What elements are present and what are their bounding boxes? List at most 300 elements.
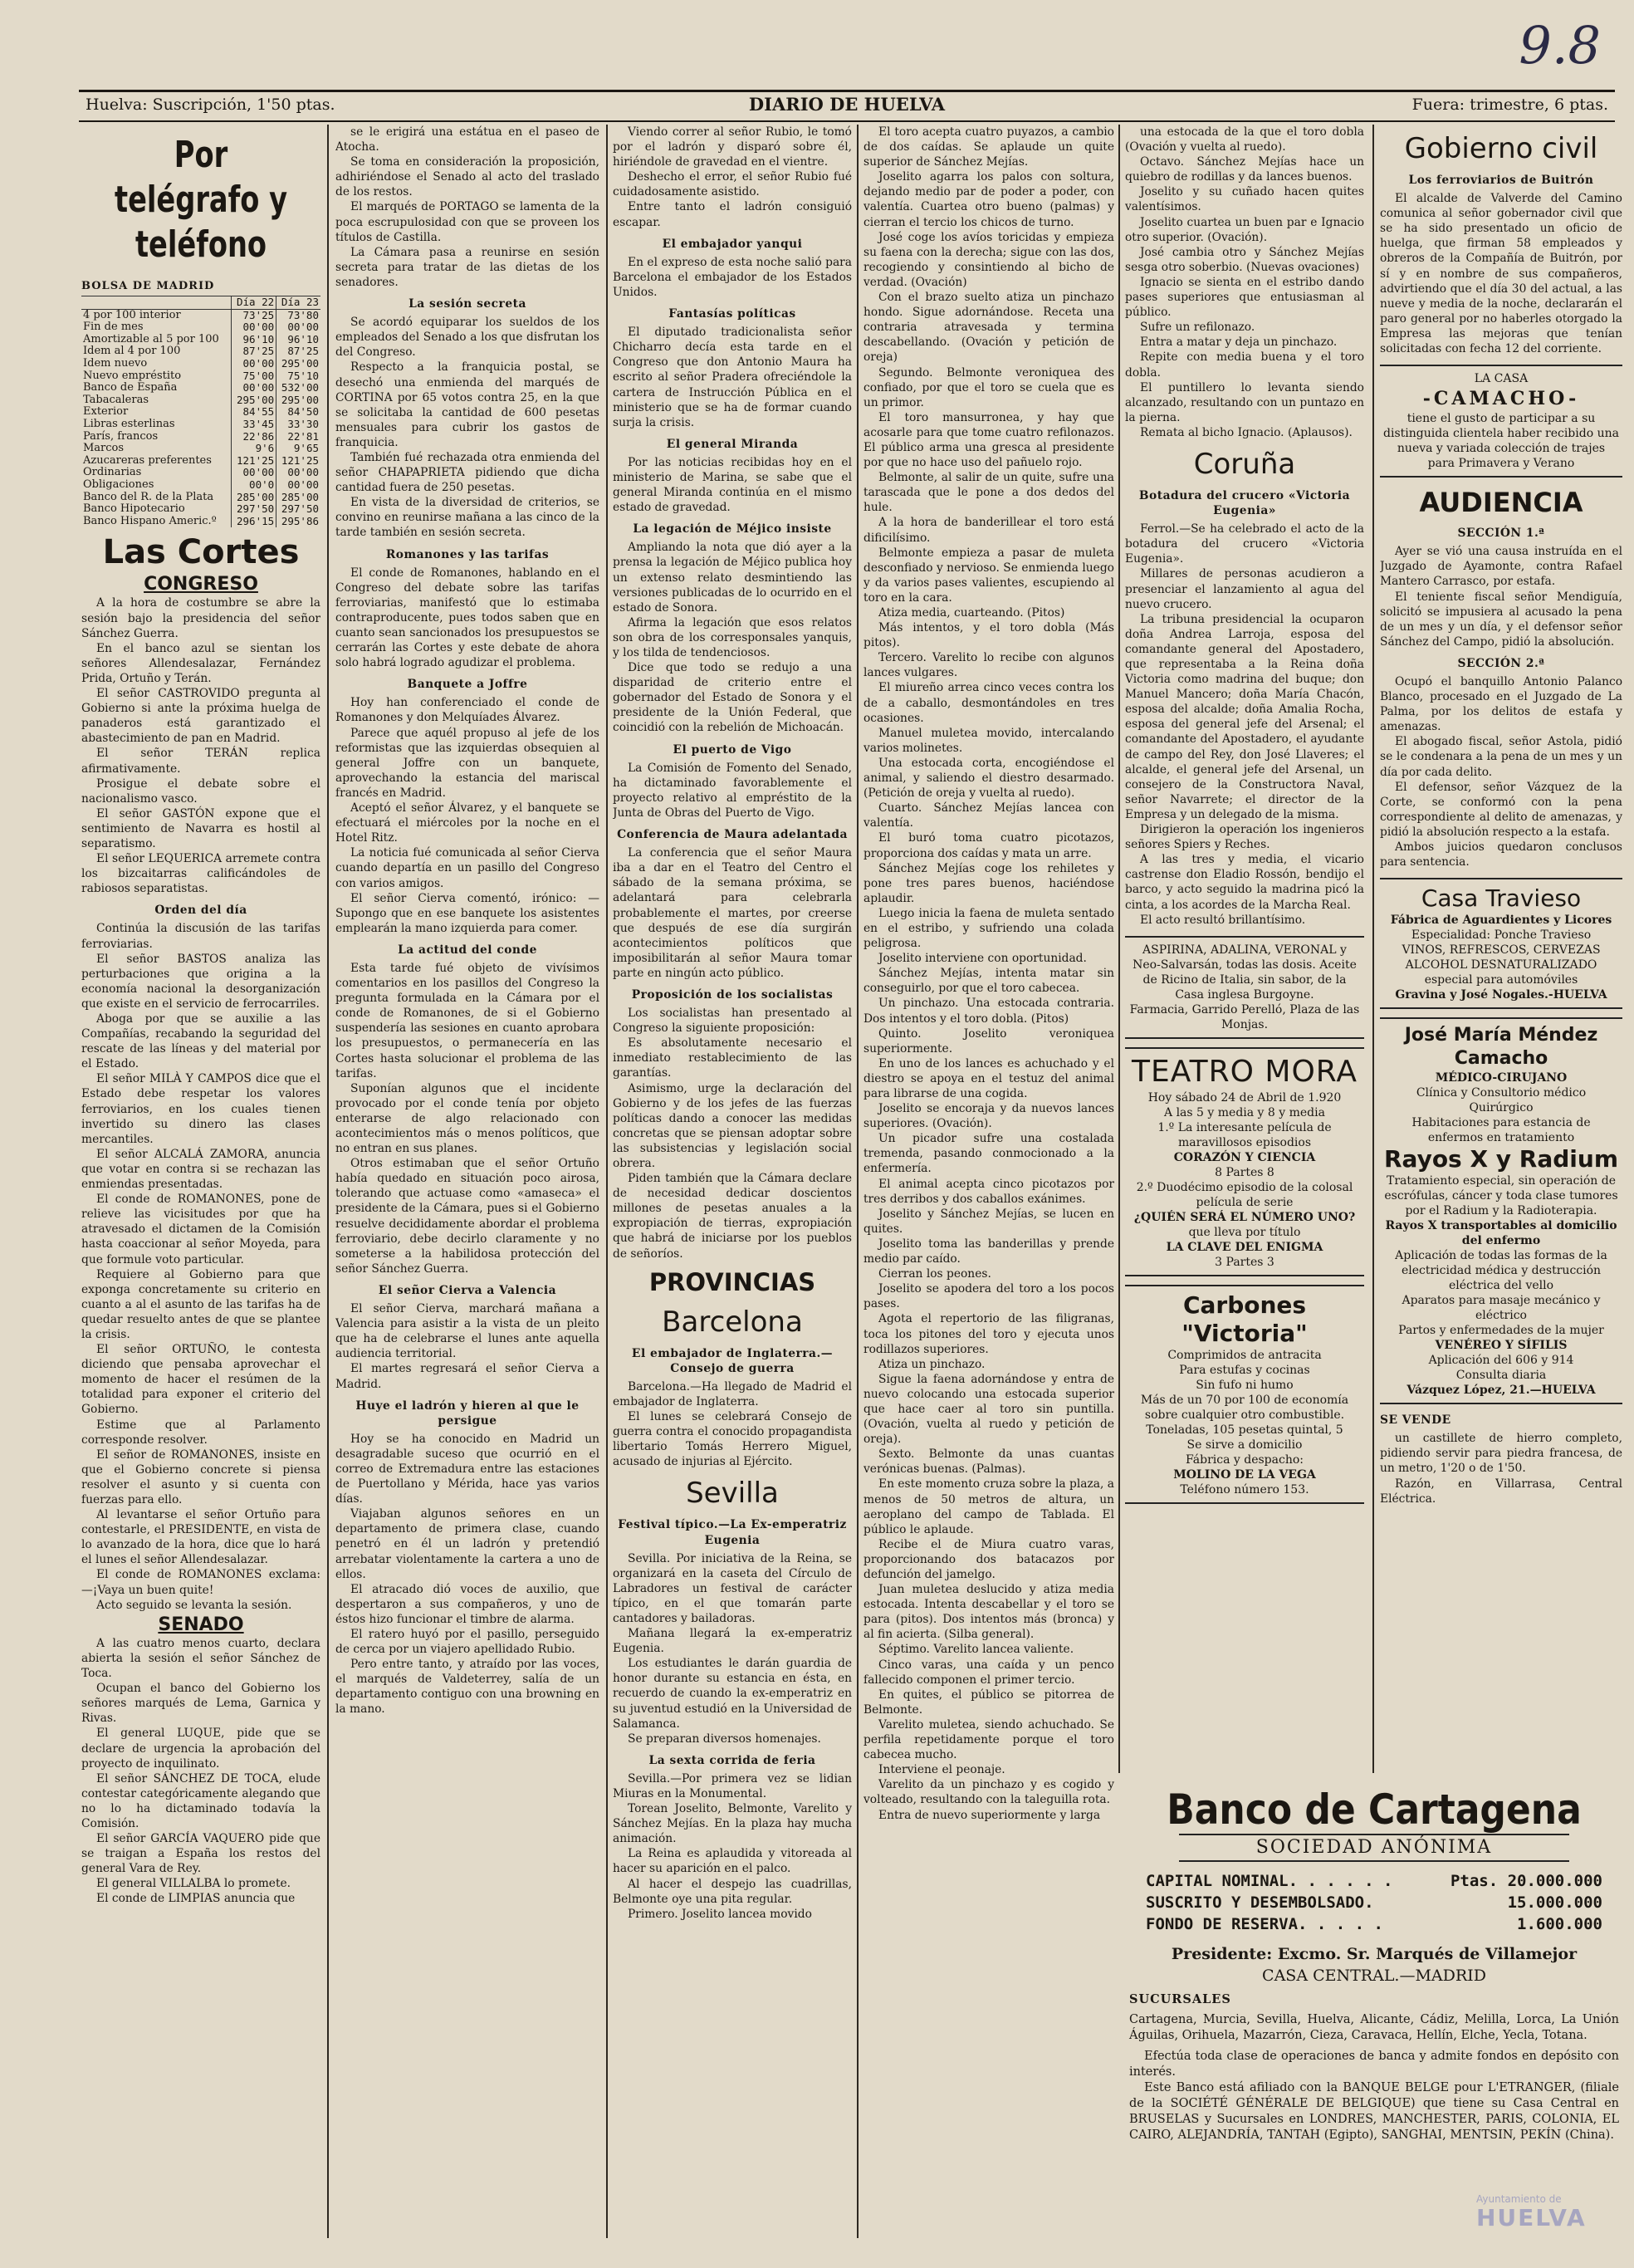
heading-congreso: CONGRESO xyxy=(144,574,258,595)
bolsa-row xyxy=(81,419,320,431)
article-paragraph: Sexto. Belmonte da unas cuantas verónicas buenas. (Palmas). xyxy=(863,1448,1114,1477)
bolsa-row xyxy=(81,345,320,358)
article-paragraph: Joselito se apodera del toro a los pocos pases. xyxy=(863,1282,1114,1311)
article-paragraph: Manuel muletea movido, intercalando varios molinetes. xyxy=(863,726,1114,755)
bolsa-value: 297'50 xyxy=(232,503,276,516)
ad-text: Vázquez López, 21.—HUELVA xyxy=(1407,1384,1596,1398)
article-paragraph: El general VILLALBA lo promete. xyxy=(96,1877,291,1891)
article-paragraph: Deshecho el error, el señor Rubio fué cuidadosamente asistido. xyxy=(613,170,852,199)
ad-teatro-mora xyxy=(1125,1047,1364,1276)
bolsa-label: Marcos xyxy=(83,442,125,455)
article-paragraph: Acto seguido se levanta la sesión. xyxy=(96,1598,292,1612)
article-paragraph: Sevilla.—Por primera vez se lidian Miuras en la Monumental. xyxy=(613,1771,852,1800)
bolsa-value: 295'86 xyxy=(276,516,320,528)
article-paragraph: Ferrol.—Se ha celebrado el acto de la botadura del crucero «Victoria Eugenia». xyxy=(1125,522,1364,566)
bolsa-value: 00'00 xyxy=(232,321,276,334)
bolsa-value: 00'00 xyxy=(232,358,276,370)
bolsa-value: 121'25 xyxy=(232,455,276,468)
ad-title: Carbones "Victoria" xyxy=(1181,1291,1308,1347)
ad-text: VINOS, REFRESCOS, CERVEZAS xyxy=(1402,943,1601,958)
article-paragraph: El señor de ROMANONES, insiste en que el Gobierno concrete si piensa resolver el asunto y si cuenta con fuerzas para ello. xyxy=(81,1448,320,1506)
ad-text: que lleva por título xyxy=(1188,1225,1301,1239)
bolsa-row xyxy=(81,382,320,394)
article-paragraph: La Reina es aplaudida y vitoreada al hacer su aparición en el palco. xyxy=(613,1847,852,1876)
article-paragraph: El señor GASTÓN expone que el sentimiento de Navarra es hostil al separatismo. xyxy=(81,806,320,850)
article-paragraph: Tercero. Varelito lo recibe con algunos lances vulgares. xyxy=(863,651,1114,680)
bolsa-row xyxy=(81,309,320,321)
article-paragraph: Un pinchazo. Una estocada contraria. Dos intentos y el toro dobla. (Pitos) xyxy=(863,997,1114,1026)
article-paragraph: José coge los avíos toricidas y empieza su faena con la derecha; sigue con las dos, recogiendo y consintiendo al bicho de verdad. (Ovación) xyxy=(863,230,1114,289)
bolsa-value: 285'00 xyxy=(232,492,276,504)
article-paragraph: Con el brazo suelto atiza un pinchazo hondo. Sigue adornándose. Receta una contraria atravesada y termina descabellando. (Ovación y petición de oreja) xyxy=(863,291,1114,365)
article-paragraph: El señor ORTUÑO, le contesta diciendo que pensaba aprovechar el momento de hacer el resúmen de la totalidad para exponer el criterio del Gobierno. xyxy=(81,1343,320,1417)
article-paragraph: Ampliando la nota que dió ayer a la prensa la legación de Méjico publica hoy un extenso relato desmintiendo las versiones publicadas de lo ocurrido en el estado de Sonora. xyxy=(613,541,852,615)
heading-las-cortes: Las Cortes xyxy=(102,533,300,572)
subheading: El puerto de Vigo xyxy=(673,742,792,757)
article-paragraph: Joselito toma las banderillas y prende medio par caído. xyxy=(863,1237,1114,1266)
ad-text: Partos y enfermedades de la mujer xyxy=(1398,1324,1604,1338)
bolsa-value: 73'25 xyxy=(232,309,276,321)
subheading: SECCIÓN 1.ª xyxy=(1457,527,1545,541)
bolsa-row xyxy=(81,443,320,455)
ad-text: Consulta diaria xyxy=(1455,1369,1547,1383)
ad-text: Fábrica de Aguardientes y Licores xyxy=(1390,914,1612,928)
subheading: Orden del día xyxy=(154,904,247,918)
article-paragraph: El ratero huyó por el pasillo, perseguido de cerca por un viajero apellidado Rubio. xyxy=(335,1628,599,1657)
ad-carbones xyxy=(1125,1285,1364,1504)
capital-row xyxy=(1129,1870,1619,1892)
article-paragraph: Por las noticias recibidas hoy en el ministerio de Marina, se sabe que el general Miranda continúa en el mismo estado de gravedad. xyxy=(613,455,852,515)
article-paragraph: La Cámara pasa a reunirse en sesión secreta para tratar de las dietas de los senadores. xyxy=(335,245,599,289)
article-paragraph: Estime que al Parlamento corresponde resolver. xyxy=(81,1418,320,1447)
ad-title: -CAMACHO- xyxy=(1422,388,1580,410)
bolsa-label: Obligaciones xyxy=(83,478,154,491)
ad-medico xyxy=(1380,1017,1622,1404)
ad-text: Para estufas y cocinas xyxy=(1179,1363,1310,1377)
article-paragraph: Los estudiantes le darán guardia de honor durante su estancia en ésta, en recuerdo de cuando la ex-emperatriz en su juventud estudió en la Universidad de Salamanca. xyxy=(613,1657,852,1731)
article-paragraph: Los socialistas han presentado al Congreso la siguiente proposición: xyxy=(613,1007,852,1036)
ad-text: CORAZÓN Y CIENCIA xyxy=(1173,1150,1316,1164)
article-paragraph: En uno de los lances es achuchado y el diestro se apoya en el testuz del animal para librarse de una cogida. xyxy=(863,1056,1114,1100)
column-rule xyxy=(606,125,608,2238)
article-paragraph: Barcelona.—Ha llegado de Madrid el embajador de Inglaterra. xyxy=(613,1379,852,1408)
ad-text: Habitaciones para estancia de enfermos en tratamiento xyxy=(1411,1116,1591,1145)
bolsa-row xyxy=(81,334,320,346)
bolsa-label: Azucareras preferentes xyxy=(83,453,212,467)
capital-row xyxy=(1129,1913,1619,1935)
bolsa-value: 22'81 xyxy=(276,431,320,443)
bolsa-row xyxy=(81,321,320,334)
article-paragraph: Asimismo, urge la declaración del Gobierno y de los jefes de las fuerzas políticas dando a conocer las medidas concretas que se piensan adoptar sobre las subsistencias y legislación social obrera. xyxy=(613,1081,852,1170)
article-paragraph: El señor TERÁN replica afirmativamente. xyxy=(81,747,320,776)
article-paragraph: El señor BASTOS analiza las perturbaciones que origina a la economía nacional la desorganización que existe en el servicio de ferrocarriles. xyxy=(81,952,320,1011)
article-paragraph: Joselito y Sánchez Mejías, se lucen en quites. xyxy=(863,1207,1114,1236)
bolsa-row xyxy=(81,479,320,492)
article-paragraph: Viajaban algunos señores en un departamento de primera clase, cuando penetró en él un ladrón y pretendió arrebatar violentamente la cartera a uno de ellos. xyxy=(335,1507,599,1581)
banco-title: Banco de Cartagena xyxy=(1167,1785,1582,1834)
article-paragraph: Primero. Joselito lancea movido xyxy=(628,1907,812,1921)
subheading: La sesión secreta xyxy=(408,297,526,311)
article-paragraph: Millares de personas acudieron a presenciar el lanzamiento al agua del nuevo crucero. xyxy=(1125,567,1364,611)
article-paragraph: El señor Cierva, marchará mañana a Valencia para asistir a la vista de un pleito que ha de celebrarse el lunes ante aquella audiencia territorial. xyxy=(335,1302,599,1361)
article-paragraph: En quites, el público se pitorrea de Belmonte. xyxy=(863,1688,1114,1717)
ad-farmacia xyxy=(1125,936,1364,1039)
article-paragraph: El señor Cierva comentó, irónico: —Supongo que en ese banquete los asistentes emplearán la mano izquierda para comer. xyxy=(335,891,599,935)
article-paragraph: Segundo. Belmonte veroniquea des confiado, por que el toro se cuela que es un primor. xyxy=(863,365,1114,409)
bolsa-label: Amortizable al 5 por 100 xyxy=(83,332,219,345)
subheading: El embajador de Inglaterra.— Consejo de guerra xyxy=(631,1346,834,1375)
subheading: El señor Cierva a Valencia xyxy=(378,1283,557,1297)
bolsa-value: 295'00 xyxy=(232,394,276,407)
ad-text: Aplicación de todas las formas de la electricidad médica y destrucción eléctrica del vello xyxy=(1395,1249,1607,1293)
article-paragraph: El miureño arrea cinco veces contra los de a caballo, desmontándoles en tres ocasiones. xyxy=(863,681,1114,725)
article-paragraph: Suponían algunos que el incidente provocado por el conde tenía por objeto enterarse de algo relacionado con acontecimientos más o menos políticos, que no entran en sus planes. xyxy=(335,1081,599,1156)
bolsa-row xyxy=(81,467,320,479)
ad-title: Casa Travieso xyxy=(1421,884,1582,913)
ad-text: Tratamiento especial, sin operación de escrófulas, cáncer y toda clase tumores por el Radium y la Radioterapia. xyxy=(1384,1174,1618,1218)
article-paragraph: La conferencia que el señor Maura iba a dar en el Teatro del Centro el sábado de la semana próxima, se adelantará para celebrarla probablemente el martes, por creerse que después de ese día surgirán acontecimientos políticos que imposibilitarán al señor Maura tomar parte en ningún acto público. xyxy=(613,846,852,980)
article-paragraph: Ayer se vió una causa instruída en el Juzgado de Ayamonte, contra Rafael Mantero Carrasco, por estafa. xyxy=(1380,545,1622,589)
subheading: Huye el ladrón y hieren al que le persigue xyxy=(355,1399,580,1428)
article-paragraph: El defensor, señor Vázquez de la Corte, se conformó con la pena correspondiente al delito de amenazas, y pidió la absolución respecto a la estafa. xyxy=(1380,780,1622,839)
bolsa-value: 9'65 xyxy=(276,443,320,455)
article-paragraph: Cinco varas, una caída y un penco fallecido componen el primer tercio. xyxy=(863,1658,1114,1687)
banco-president: Presidente: Excmo. Sr. Marqués de Villamejor xyxy=(1171,1945,1578,1963)
bolsa-value: 532'00 xyxy=(276,382,320,394)
ad-text: 2.º Duodécimo episodio de la colosal película de serie xyxy=(1136,1180,1353,1209)
bolsa-value: 00'00 xyxy=(276,321,320,334)
bolsa-label: Libras esterlinas xyxy=(83,418,175,431)
subheading: Romanones y las tarifas xyxy=(385,547,550,561)
bolsa-label: Banco del R. de la Plata xyxy=(83,490,214,503)
article-paragraph: El diputado tradicionalista señor Chicharro decía esta tarde en el Congreso que don Antonio Maura ha escrito al señor Pradera ofreciéndole la cartera de Instrucción Pública en el ministerio que se ha de formar cuando surja la crisis. xyxy=(613,326,852,429)
bolsa-label: Banco de España xyxy=(83,381,178,394)
article-paragraph: En el expreso de esta noche salió para Barcelona el embajador de los Estados Unidos. xyxy=(613,255,852,299)
article-paragraph: Luego inicia la faena de muleta sentado en el estribo, y sufriendo una colada peligrosa. xyxy=(863,906,1114,951)
article-paragraph: Agota el repertorio de las filigranas, toca los pitones del toro y ejecuta unos rodillazos superiores. xyxy=(863,1312,1114,1356)
ad-text: A las 5 y media y 8 y media xyxy=(1164,1105,1325,1119)
bolsa-label: Exterior xyxy=(83,405,129,419)
bolsa-row xyxy=(81,503,320,516)
article-paragraph: Otros estimaban que el señor Ortuño había quedado en situación poco airosa, tolerando que actuase como «amaseca» el presidente de la Cámara, pues si el Gobierno resuelve decididamente abordar el problema ferroviario, debe decirlo claramente y no someterse a la habilidosa protección del señor Sánchez Guerra. xyxy=(335,1157,599,1276)
article-paragraph: En este momento cruza sobre la plaza, a menos de 50 metros de altura, un aeroplano del campo de Tablada. El público le aplaude. xyxy=(863,1477,1114,1536)
article-paragraph: A la hora de banderillear el toro está dificilísimo. xyxy=(863,516,1114,545)
heading-sevilla: Sevilla xyxy=(686,1477,779,1511)
article-paragraph: Sigue la faena adornándose y entra de nuevo colocando una estocada superior que hace caer al toro sin puntilla. (Ovación, vuelta al ruedo y petición de oreja). xyxy=(863,1372,1114,1447)
article-paragraph: José cambia otro y Sánchez Mejías sesga otro soberbio. (Nuevas ovaciones) xyxy=(1125,245,1364,274)
subheading: Conferencia de Maura adelantada xyxy=(617,828,848,842)
bolsa-row xyxy=(81,358,320,370)
article-paragraph: Repite con media buena y el toro dobla. xyxy=(1125,350,1364,380)
bolsa-value: 87'25 xyxy=(276,345,320,358)
subheading: SE VENDE xyxy=(1380,1413,1451,1428)
article-paragraph: Al levantarse el señor Ortuño para contestarle, el PRESIDENTE, en vista de lo avanzado de la hora, dice que lo hará el lunes el señor Allendesalazar. xyxy=(81,1508,320,1567)
column-1 xyxy=(81,125,320,2238)
article-paragraph: Cierran los peones. xyxy=(878,1267,991,1281)
subheading: La actitud del conde xyxy=(398,943,537,957)
capital-value: 20.000.000 xyxy=(1507,1872,1602,1890)
bolsa-value: 295'00 xyxy=(276,358,320,370)
article-paragraph: El señor ALCALÁ ZAMORA, anuncia que votar en contra si se rechazan las enmiendas presentadas. xyxy=(81,1147,320,1192)
bolsa-row xyxy=(81,431,320,443)
article-paragraph: El marqués de PORTAGO se lamenta de la poca escrupulosidad con que se proveen los títulos de Castilla. xyxy=(335,200,599,244)
article-paragraph: A las cuatro menos cuarto, declara abierta la sesión el señor Sánchez de Toca. xyxy=(81,1636,320,1681)
article-paragraph: Dirigieron la operación los ingenieros señores Spiers y Reches. xyxy=(1125,823,1364,852)
article-paragraph: Al hacer el despejo las cuadrillas, Belmonte oye una pita regular. xyxy=(613,1877,852,1906)
article-paragraph: Entre tanto el ladrón consiguió escapar. xyxy=(613,200,852,229)
ad-text: 3 Partes 3 xyxy=(1215,1255,1274,1269)
bolsa-value: 33'30 xyxy=(276,419,320,431)
banco-sucursales-heading: SUCURSALES xyxy=(1129,1992,1231,2006)
ad-text: Comprimidos de antracita xyxy=(1167,1348,1322,1362)
ad-title: José María Méndez Camacho xyxy=(1404,1025,1598,1070)
bolsa-row xyxy=(81,516,320,528)
article-paragraph: Joselito y su cuñado hacen quites valentísimos. xyxy=(1125,185,1364,214)
column-4 xyxy=(863,125,1114,2238)
capital-value: 15.000.000 xyxy=(1507,1893,1602,1912)
subheading: Botadura del crucero «Victoria Eugenia» xyxy=(1138,488,1351,518)
column-rule xyxy=(857,125,859,2238)
banco-sucursales-list: Cartagena, Murcia, Sevilla, Huelva, Alicante, Cádiz, Melilla, Lorca, La Unión Águilas, Orihuela, Mazarrón, Cieza, Caravaca, Hellín, Elche, Yecla, Totana. xyxy=(1129,2013,1619,2042)
subheading: La legación de Méjico insiste xyxy=(633,522,832,536)
article-paragraph: Octavo. Sánchez Mejías hace un quiebro de rodillas y da lances buenos. xyxy=(1125,155,1364,184)
article-paragraph: El atracado dió voces de auxilio, que despertaron a sus compañeros, y uno de éstos hizo funcionar el timbre de alarma. xyxy=(335,1582,599,1626)
article-paragraph: Parece que aquél propuso al jefe de los reformistas que las izquierdas obsequien al general Joffre con un banquete, aprovechando la estancia del mariscal francés en Madrid. xyxy=(335,726,599,800)
article-paragraph: También fué rechazada otra enmienda del señor CHAPAPRIETA pidiendo que dicha cantidad fuera de 250 pesetas. xyxy=(335,450,599,495)
bolsa-row xyxy=(81,492,320,504)
ad-banco-cartagena xyxy=(1129,1785,1619,2251)
masthead xyxy=(79,90,1615,122)
article-paragraph: Juan muletea deslucido y atiza media estocada. Intenta descabellar y el toro se para (pitos). Dos intentos más (bronca) y al fin acierta. (Silba general). xyxy=(863,1583,1114,1642)
bolsa-value: 84'55 xyxy=(232,406,276,419)
article-paragraph: Se acordó equiparar los sueldos de los empleados del Senado a los que disfrutan los del Congreso. xyxy=(335,316,599,360)
capital-value: 1.600.000 xyxy=(1517,1915,1602,1933)
ad-text: Se sirve a domicilio xyxy=(1186,1438,1303,1452)
column-3 xyxy=(613,125,852,2238)
bolsa-label: Tabacaleras xyxy=(83,393,149,406)
article-paragraph: El lunes se celebrará Consejo de guerra contra el conocido propagandista libertario Tomás Herrero Miguel, acusado de injurias al Ejército. xyxy=(613,1410,852,1469)
bolsa-label: Banco Hispano Americ.º xyxy=(83,514,217,527)
article-paragraph: El alcalde de Valverde del Camino comunica al señor gobernador civil que se ha sido presentado un oficio de huelga, que firman 58 empleados y obreros de la Compañía de Buitrón, por sí y en nombre de sus compañeros, advirtiendo que el día 30 del actual, a las nueve y media de la noche, declararán el paro general por no haberles otorgado la Empresa las mejoras que tenían solicitadas con fecha 12 del corriente. xyxy=(1380,192,1622,356)
ad-text: Fábrica y despacho: xyxy=(1186,1452,1304,1467)
heading-audiencia: AUDIENCIA xyxy=(1419,487,1583,519)
article-paragraph: El puntillero lo levanta siendo alcanzado, resultando con un puntazo en la pierna. xyxy=(1125,380,1364,424)
article-paragraph: Interviene el peonaje. xyxy=(878,1763,1005,1777)
ad-text: 8 Partes 8 xyxy=(1215,1165,1274,1179)
article-paragraph: Cuarto. Sánchez Mejías lancea con valentía. xyxy=(863,801,1114,830)
article-paragraph: Sánchez Mejías coge los rehiletes y pone tres pares buenos, haciéndose aplaudir. xyxy=(863,861,1114,905)
article-paragraph: Un picador sufre una costalada tremenda, pasando conmocionado a la enfermería. xyxy=(863,1132,1114,1176)
newspaper-title: DIARIO DE HUELVA xyxy=(748,94,946,115)
bolsa-value: 96'10 xyxy=(232,334,276,346)
bolsa-col-header: Día 23 xyxy=(276,296,320,310)
article-paragraph: Atiza media, cuarteando. (Pitos) xyxy=(878,606,1065,620)
ad-text: Aplicación del 606 y 914 xyxy=(1428,1354,1574,1368)
ad-title: TEATRO MORA xyxy=(1132,1054,1358,1089)
article-paragraph: Aboga por que se auxilie a las Compañías, recabando la seguridad del rescate de las líneas y del material por el Estado. xyxy=(81,1012,320,1071)
ad-text: Teléfono número 153. xyxy=(1180,1482,1309,1496)
ad-text: Especialidad: Ponche Travieso xyxy=(1411,928,1592,943)
ad-text: MÉDICO-CIRUJANO xyxy=(1435,1071,1568,1085)
capital-label: FONDO DE RESERVA. . . . . xyxy=(1146,1915,1383,1933)
watermark-text: Ayuntamiento de xyxy=(1476,2193,1562,2205)
article-paragraph: Razón, en Villarrasa, Central Eléctrica. xyxy=(1380,1477,1622,1506)
ad-text: ALCOHOL DESNATURALIZADO xyxy=(1405,958,1597,972)
article-paragraph: Varelito muletea, siendo achuchado. Se perfila repetidamente porque el toro cabecea mucho. xyxy=(863,1717,1114,1762)
banco-note: Efectúa toda clase de operaciones de banca y admite fondos en depósito con interés. xyxy=(1129,2050,1619,2079)
ad-text: 1.º La interesante película de maravillosos episodios xyxy=(1157,1120,1332,1149)
bolsa-heading: BOLSA DE MADRID xyxy=(81,280,215,292)
article-paragraph: El señor MILÀ Y CAMPOS dice que el Estado debe respetar los valores ferroviarios, en los cuales tienen invertido su dinero las clases mercantiles. xyxy=(81,1072,320,1146)
ad-text: especial para automóviles xyxy=(1424,973,1578,987)
bolsa-value: 9'6 xyxy=(232,443,276,455)
ad-text: LA CASA xyxy=(1474,372,1529,386)
column-rule xyxy=(327,125,329,2238)
ad-casa-travieso xyxy=(1380,878,1622,1009)
bolsa-label: Idem al 4 por 100 xyxy=(83,345,181,358)
bolsa-value: 22'86 xyxy=(232,431,276,443)
banco-note: Este Banco está afiliado con la BANQUE BELGE pour L'ETRANGER, (filiale de la SOCIÉTÉ GÉNÉRALE DE BELGIQUE) que tiene su Casa Central en BRUSELAS y Sucursales en LONDRES, MANCHESTER, PARIS, COLONIA, EL CAIRO, ALEJANDRÍA, TANTAH (Egipto), SANGHAI, MENTSIN, PEKÍN (China). xyxy=(1129,2081,1619,2142)
article-paragraph: Respecto a la franquicia postal, se desechó una enmienda del marqués de CORTINA por 65 votos contra 25, en la que se solicitaba la cantidad de 600 pesetas mensuales para cubrir los gastos de franquicia. xyxy=(335,360,599,449)
article-paragraph: En vista de la diversidad de criterios, se convino en reunirse mañana a las cinco de la tarde también en sesión secreta. xyxy=(335,496,599,540)
article-paragraph: Ambos juicios quedaron conclusos para sentencia. xyxy=(1380,840,1622,869)
article-paragraph: Piden también que la Cámara declare de necesidad dedicar doscientos millones de pesetas anuales a la expropiación de tierras, expropiación que habrá de iniciarse por los pueblos de señoríos. xyxy=(613,1172,852,1261)
watermark-text: HUELVA xyxy=(1476,2204,1587,2231)
article-paragraph: A las tres y media, el vicario castrense don Eladio Rossón, bendijo el barco, y acto seguido la madrina picó la cinta, a los acordes de la Marcha Real. xyxy=(1125,853,1364,912)
bolsa-label: 4 por 100 interior xyxy=(83,308,181,321)
bolsa-value: 121'25 xyxy=(276,455,320,468)
article-paragraph: En el banco azul se sientan los señores Allendesalazar, Fernández Prida, Ortuño y Terán. xyxy=(81,641,320,685)
heading-coruna: Coruña xyxy=(1193,447,1296,481)
bolsa-value: 84'50 xyxy=(276,406,320,419)
subheading: Proposición de los socialistas xyxy=(631,987,834,1002)
subheading: Fantasías políticas xyxy=(668,307,796,321)
banco-casa-central: CASA CENTRAL.—MADRID xyxy=(1262,1967,1486,1985)
bolsa-label: Fin de mes xyxy=(83,321,144,334)
article-paragraph: Atiza un pinchazo. xyxy=(878,1357,986,1371)
subheading: La sexta corrida de feria xyxy=(648,1753,816,1767)
ad-text: LA CLAVE DEL ENIGMA xyxy=(1166,1240,1323,1254)
subheading: SECCIÓN 2.ª xyxy=(1457,656,1545,670)
article-paragraph: Aceptó el señor Álvarez, y el banquete se efectuará el miércoles por la noche en el Hotel Ritz. xyxy=(335,801,599,845)
heading-senado: SENADO xyxy=(158,1614,244,1635)
banco-subtitle: SOCIEDAD ANÓNIMA xyxy=(1179,1834,1569,1862)
article-paragraph: Prosigue el debate sobre el nacionalismo vasco. xyxy=(81,776,320,806)
article-paragraph: Séptimo. Varelito lancea valiente. xyxy=(878,1643,1074,1657)
subscription-local: Huelva: Suscripción, 1'50 ptas. xyxy=(86,96,335,114)
bolsa-col-header: Día 22 xyxy=(232,296,276,310)
article-paragraph: El señor CASTROVIDO pregunta al Gobierno si ante la próxima huelga de panaderos está garantizado el abastecimiento de pan en Madrid. xyxy=(81,687,320,746)
article-paragraph: El abogado fiscal, señor Astola, pidió se le condenara a la pena de un mes y un día por cada delito. xyxy=(1380,735,1622,779)
article-paragraph: Joselito interviene con oportunidad. xyxy=(878,952,1087,966)
capital-row xyxy=(1129,1892,1619,1913)
article-paragraph: Torean Joselito, Belmonte, Varelito y Sánchez Mejías. En la plaza hay mucha animación. xyxy=(613,1802,852,1846)
article-paragraph: Sevilla. Por iniciativa de la Reina, se organizará en la caseta del Círculo de Labradores un festival de carácter típico, en el que tomarán parte cantadores y bailadoras. xyxy=(613,1551,852,1625)
article-paragraph: una estocada de la que el toro dobla (Ovación y vuelta al ruedo). xyxy=(1125,125,1364,154)
ad-text: Más de un 70 por 100 de economía sobre cualquier otro combustible. xyxy=(1140,1393,1349,1422)
article-paragraph: El conde de Romanones, hablando en el Congreso del debate sobre las tarifas ferroviarias, manifestó que lo estimaba contraproducente, pues todos saben que en cuanto sean sancionados los presupuestos se cerrarán las Cortes y este debate de ahora solo habrá logrado agudizar el problema. xyxy=(335,566,599,670)
article-paragraph: Belmonte, al salir de un quite, sufre una tarascada que le pone a dos dedos del hule. xyxy=(863,471,1114,515)
article-paragraph: un castillete de hierro completo, pidiendo servir para piedra francesa, de un metro, 1'20 o de 1'50. xyxy=(1380,1432,1622,1476)
bolsa-value: 73'80 xyxy=(276,309,320,321)
bolsa-row xyxy=(81,394,320,407)
article-paragraph: El señor GARCÍA VAQUERO pide que se traigan a España los restos del general Vara de Rey. xyxy=(81,1832,320,1876)
bolsa-row xyxy=(81,370,320,383)
archive-watermark xyxy=(1476,2192,1622,2242)
article-paragraph: Joselito se encoraja y da nuevos lances superiores. (Ovación). xyxy=(863,1102,1114,1131)
ad-text: ¿QUIÉN SERÁ EL NÚMERO UNO? xyxy=(1133,1210,1356,1224)
bolsa-row xyxy=(81,455,320,468)
article-paragraph: Hoy han conferenciado el conde de Romanones y don Melquíades Álvarez. xyxy=(335,696,599,725)
article-paragraph: Es absolutamente necesario el inmediato restablecimiento de las garantías. xyxy=(613,1036,852,1080)
bolsa-label: Idem nuevo xyxy=(83,357,148,370)
bolsa-value: 33'45 xyxy=(232,419,276,431)
bolsa-value: 00'00 xyxy=(276,479,320,492)
bolsa-value: 87'25 xyxy=(232,345,276,358)
ad-text: VENÉREO Y SÍFILIS xyxy=(1435,1339,1568,1353)
ad-text: Rayos X transportables al domicilio del enfermo xyxy=(1385,1219,1617,1248)
ad-casa-camacho xyxy=(1380,365,1622,478)
ad-text: MOLINO DE LA VEGA xyxy=(1173,1467,1316,1482)
bolsa-value: 75'00 xyxy=(232,370,276,383)
capital-label: SUSCRITO Y DESEMBOLSADO. xyxy=(1146,1893,1374,1912)
capital-label: CAPITAL NOMINAL. . . . . . xyxy=(1146,1872,1393,1890)
article-paragraph: El buró toma cuatro picotazos, proporciona dos caídas y mata un arre. xyxy=(863,831,1114,860)
column-2 xyxy=(335,125,599,2238)
article-paragraph: Una estocada corta, encogiéndose el animal, y saliendo el diestro desarmado. (Petición de oreja y vuelta al ruedo). xyxy=(863,756,1114,801)
bolsa-value: 297'50 xyxy=(276,503,320,516)
article-paragraph: Recibe el de Miura cuatro varas, proporcionando dos batacazos por defunción del jamelgo. xyxy=(863,1537,1114,1581)
bolsa-value: 00'00 xyxy=(276,467,320,479)
article-paragraph: El conde de ROMANONES, pone de relieve las vicisitudes por que ha atravesado el dictamen de la Comisión hasta coaccionar al señor Moyeda, para que formule voto particular. xyxy=(81,1193,320,1266)
heading-provincias: PROVINCIAS xyxy=(648,1267,816,1296)
bolsa-label: París, francos xyxy=(83,429,159,443)
article-paragraph: Se preparan diversos homenajes. xyxy=(628,1732,821,1746)
article-paragraph: Joselito agarra los palos con soltura, dejando medio par de poder a poder, con valentía. Cuartea otro bueno (palmas) y cierran el tercio los chicos de turno. xyxy=(863,170,1114,229)
article-paragraph: Remata al bicho Ignacio. (Aplausos). xyxy=(1140,425,1353,439)
ad-text: Clínica y Consultorio médico Quirúrgico xyxy=(1416,1086,1587,1115)
heading-gobierno-civil: Gobierno civil xyxy=(1404,132,1598,165)
ad-text: Gravina y José Nogales.-HUELVA xyxy=(1395,988,1607,1002)
article-paragraph: Ignacio se sienta en el estribo dando pases superiores que entusiasman al público. xyxy=(1125,275,1364,320)
article-paragraph: El martes regresará el señor Cierva a Madrid. xyxy=(335,1362,599,1391)
subheading: El embajador yanqui xyxy=(662,237,803,251)
article-paragraph: Quinto. Joselito veroniquea superiormente. xyxy=(863,1026,1114,1056)
article-paragraph: A la hora de costumbre se abre la sesión bajo la presidencia del señor Sánchez Guerra. xyxy=(81,596,320,640)
bolsa-value: 285'00 xyxy=(276,492,320,504)
subheading: El general Miranda xyxy=(666,437,799,451)
bolsa-row xyxy=(81,406,320,419)
article-paragraph: Varelito da un pinchazo y es cogido y volteado, resultando con la taleguilla rota. xyxy=(863,1778,1114,1807)
bolsa-value: 00'00 xyxy=(232,382,276,394)
article-paragraph: Dice que todo se redujo a una disparidad de criterio entre el gobernador del Estado de Sonora y el presidente de la Unión Federal, que coincidió con la rebelión de Michoacán. xyxy=(613,661,852,735)
article-paragraph: Más intentos, y el toro dobla (Más pitos). xyxy=(863,621,1114,650)
bolsa-header-row xyxy=(81,296,320,310)
bolsa-value: 96'10 xyxy=(276,334,320,346)
bolsa-label: Banco Hipotecario xyxy=(83,502,185,516)
subheading: Banquete a Joffre xyxy=(407,678,528,692)
ad-text: Sin fufo ni humo xyxy=(1196,1378,1294,1392)
bolsa-value: 296'15 xyxy=(232,516,276,528)
article-paragraph: Belmonte empieza a pasar de muleta desconfiado y nervioso. Se enmienda luego y da varios pases valientes, escupiendo al toro en la cara. xyxy=(863,546,1114,605)
section-title-telegrafo: Por telégrafo y teléfono xyxy=(114,134,288,266)
handwritten-annotation: 9.8 xyxy=(1519,15,1601,76)
bolsa-label: Nuevo empréstito xyxy=(83,369,182,382)
article-paragraph: Ocupó el banquillo Antonio Palanco Blanco, procesado en el Juzgado de La Palma, por los delitos de estafa y amenazas. xyxy=(1380,674,1622,734)
article-paragraph: El general LUQUE, pide que se declare de urgencia la aprobación del proyecto de inquilinato. xyxy=(81,1727,320,1771)
article-paragraph: Sánchez Mejías, intenta matar sin conseguirlo, por que el toro cabecea. xyxy=(863,967,1114,996)
article-paragraph: Requiere al Gobierno para que exponga concretamente su criterio en cuanto a al el asunto de las tarifas ha de quedar resuelto antes de que se plantee la crisis. xyxy=(81,1267,320,1341)
